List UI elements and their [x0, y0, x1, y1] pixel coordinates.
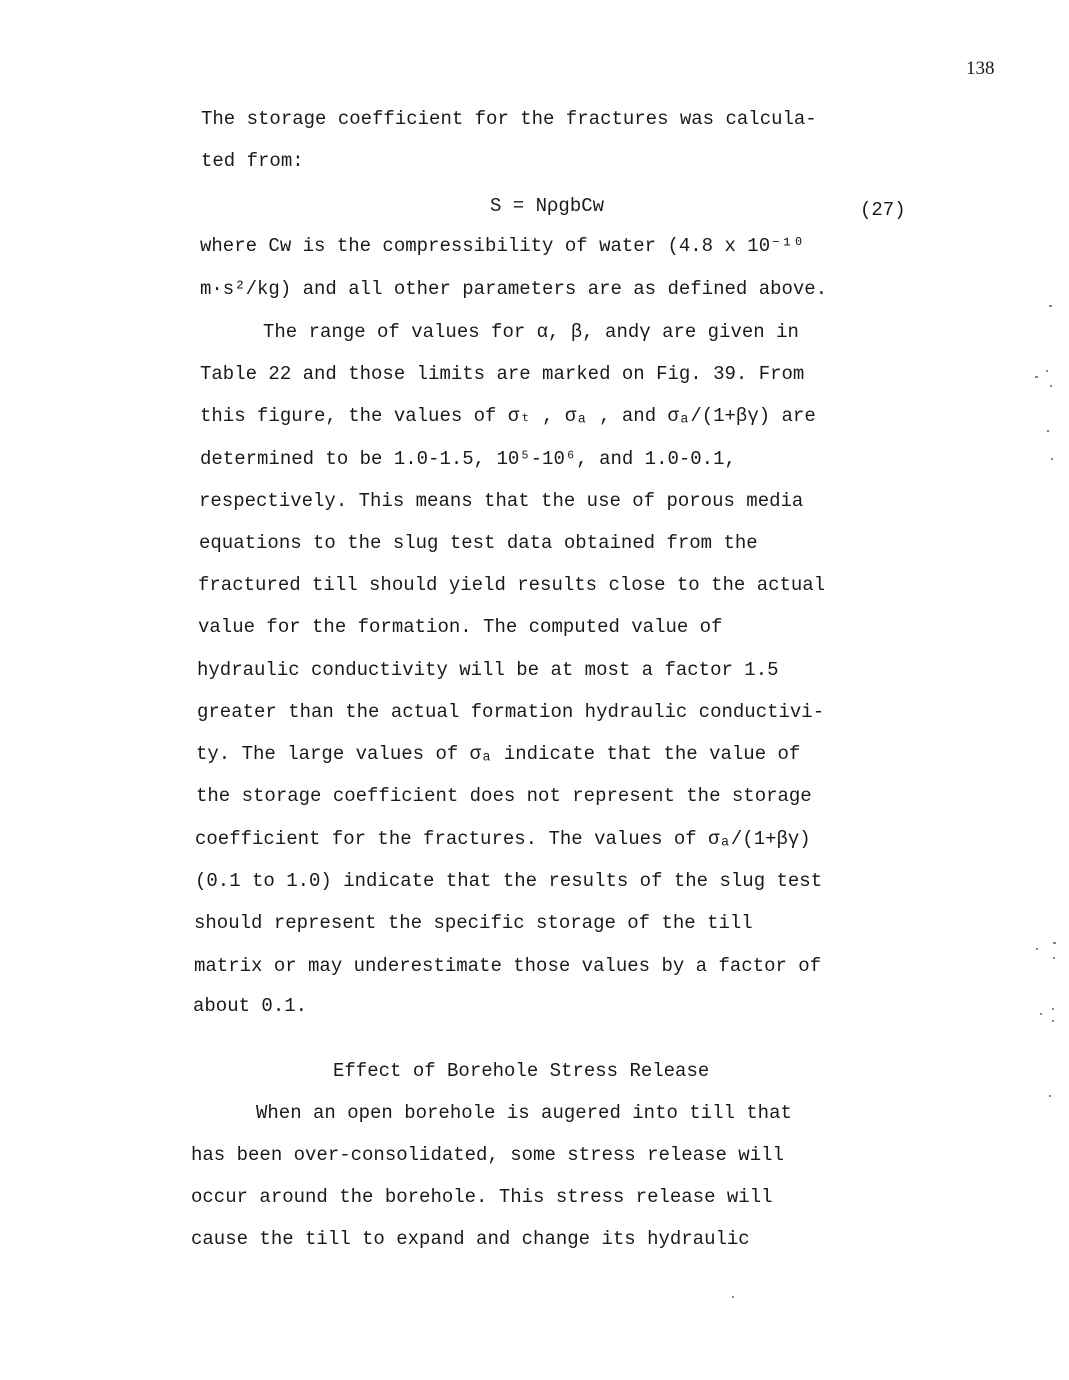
text-line: coefficient for the fractures. The values of σₐ/(1+βγ) [195, 828, 811, 850]
scan-speck [1049, 305, 1052, 307]
text-line: When an open borehole is augered into till that [256, 1102, 792, 1124]
text-line: ted from: [201, 150, 304, 172]
scan-speck [1035, 376, 1038, 378]
text-line: The range of values for α, β, andγ are given in [263, 321, 799, 343]
scan-speck [1036, 948, 1038, 950]
text-line: greater than the actual formation hydraulic conductivi- [197, 701, 825, 723]
text-line: about 0.1. [193, 995, 308, 1017]
text-line: Table 22 and those limits are marked on Fig. 39. From [200, 363, 805, 385]
text-line: (0.1 to 1.0) indicate that the results of the slug test [195, 870, 823, 892]
text-line: respectively. This means that the use of porous media [199, 490, 804, 512]
text-line: cause the till to expand and change its hydraulic [191, 1228, 750, 1250]
scan-speck [1049, 1095, 1051, 1097]
text-line: determined to be 1.0-1.5, 10⁵-10⁶, and 1.0-0.1, [200, 448, 736, 470]
text-line: where Cᴡ is the compressibility of water (4.8 x 10⁻¹⁰ [200, 235, 805, 257]
scan-speck [1040, 1013, 1042, 1015]
text-line: has been over-consolidated, some stress release will [191, 1144, 784, 1166]
scan-speck [1053, 942, 1056, 944]
equation-number: (27) [860, 199, 906, 221]
scan-speck [1053, 957, 1055, 959]
text-line: hydraulic conductivity will be at most a factor 1.5 [197, 659, 779, 681]
text-line: occur around the borehole. This stress release will [191, 1186, 773, 1208]
scan-speck [1051, 458, 1053, 460]
scan-speck [1046, 370, 1048, 372]
scan-speck [1047, 430, 1049, 432]
text-line: matrix or may underestimate those values by a factor of [194, 955, 822, 977]
scan-speck [1052, 1020, 1054, 1022]
text-line: value for the formation. The computed value of [198, 616, 723, 638]
scan-speck [732, 1296, 734, 1298]
scan-speck [1050, 385, 1052, 387]
text-line: equations to the slug test data obtained from the [199, 532, 758, 554]
text-line: ty. The large values of σₐ indicate that the value of [196, 743, 801, 765]
text-line: should represent the specific storage of the till [194, 912, 753, 934]
scan-speck [1052, 1008, 1054, 1010]
text-line: The storage coefficient for the fractures was calcula- [201, 108, 817, 130]
text-line: fractured till should yield results close to the actual [198, 574, 826, 596]
text-line: m·s²/kg) and all other parameters are as defined above. [200, 278, 828, 300]
text-line: this figure, the values of σₜ , σₐ , and σₐ/(1+βγ) are [200, 405, 816, 427]
section-heading: Effect of Borehole Stress Release [333, 1060, 710, 1082]
equation: S = NρgbCᴡ [490, 195, 605, 217]
page-number: 138 [966, 58, 995, 79]
text-line: the storage coefficient does not represent the storage [196, 785, 812, 807]
